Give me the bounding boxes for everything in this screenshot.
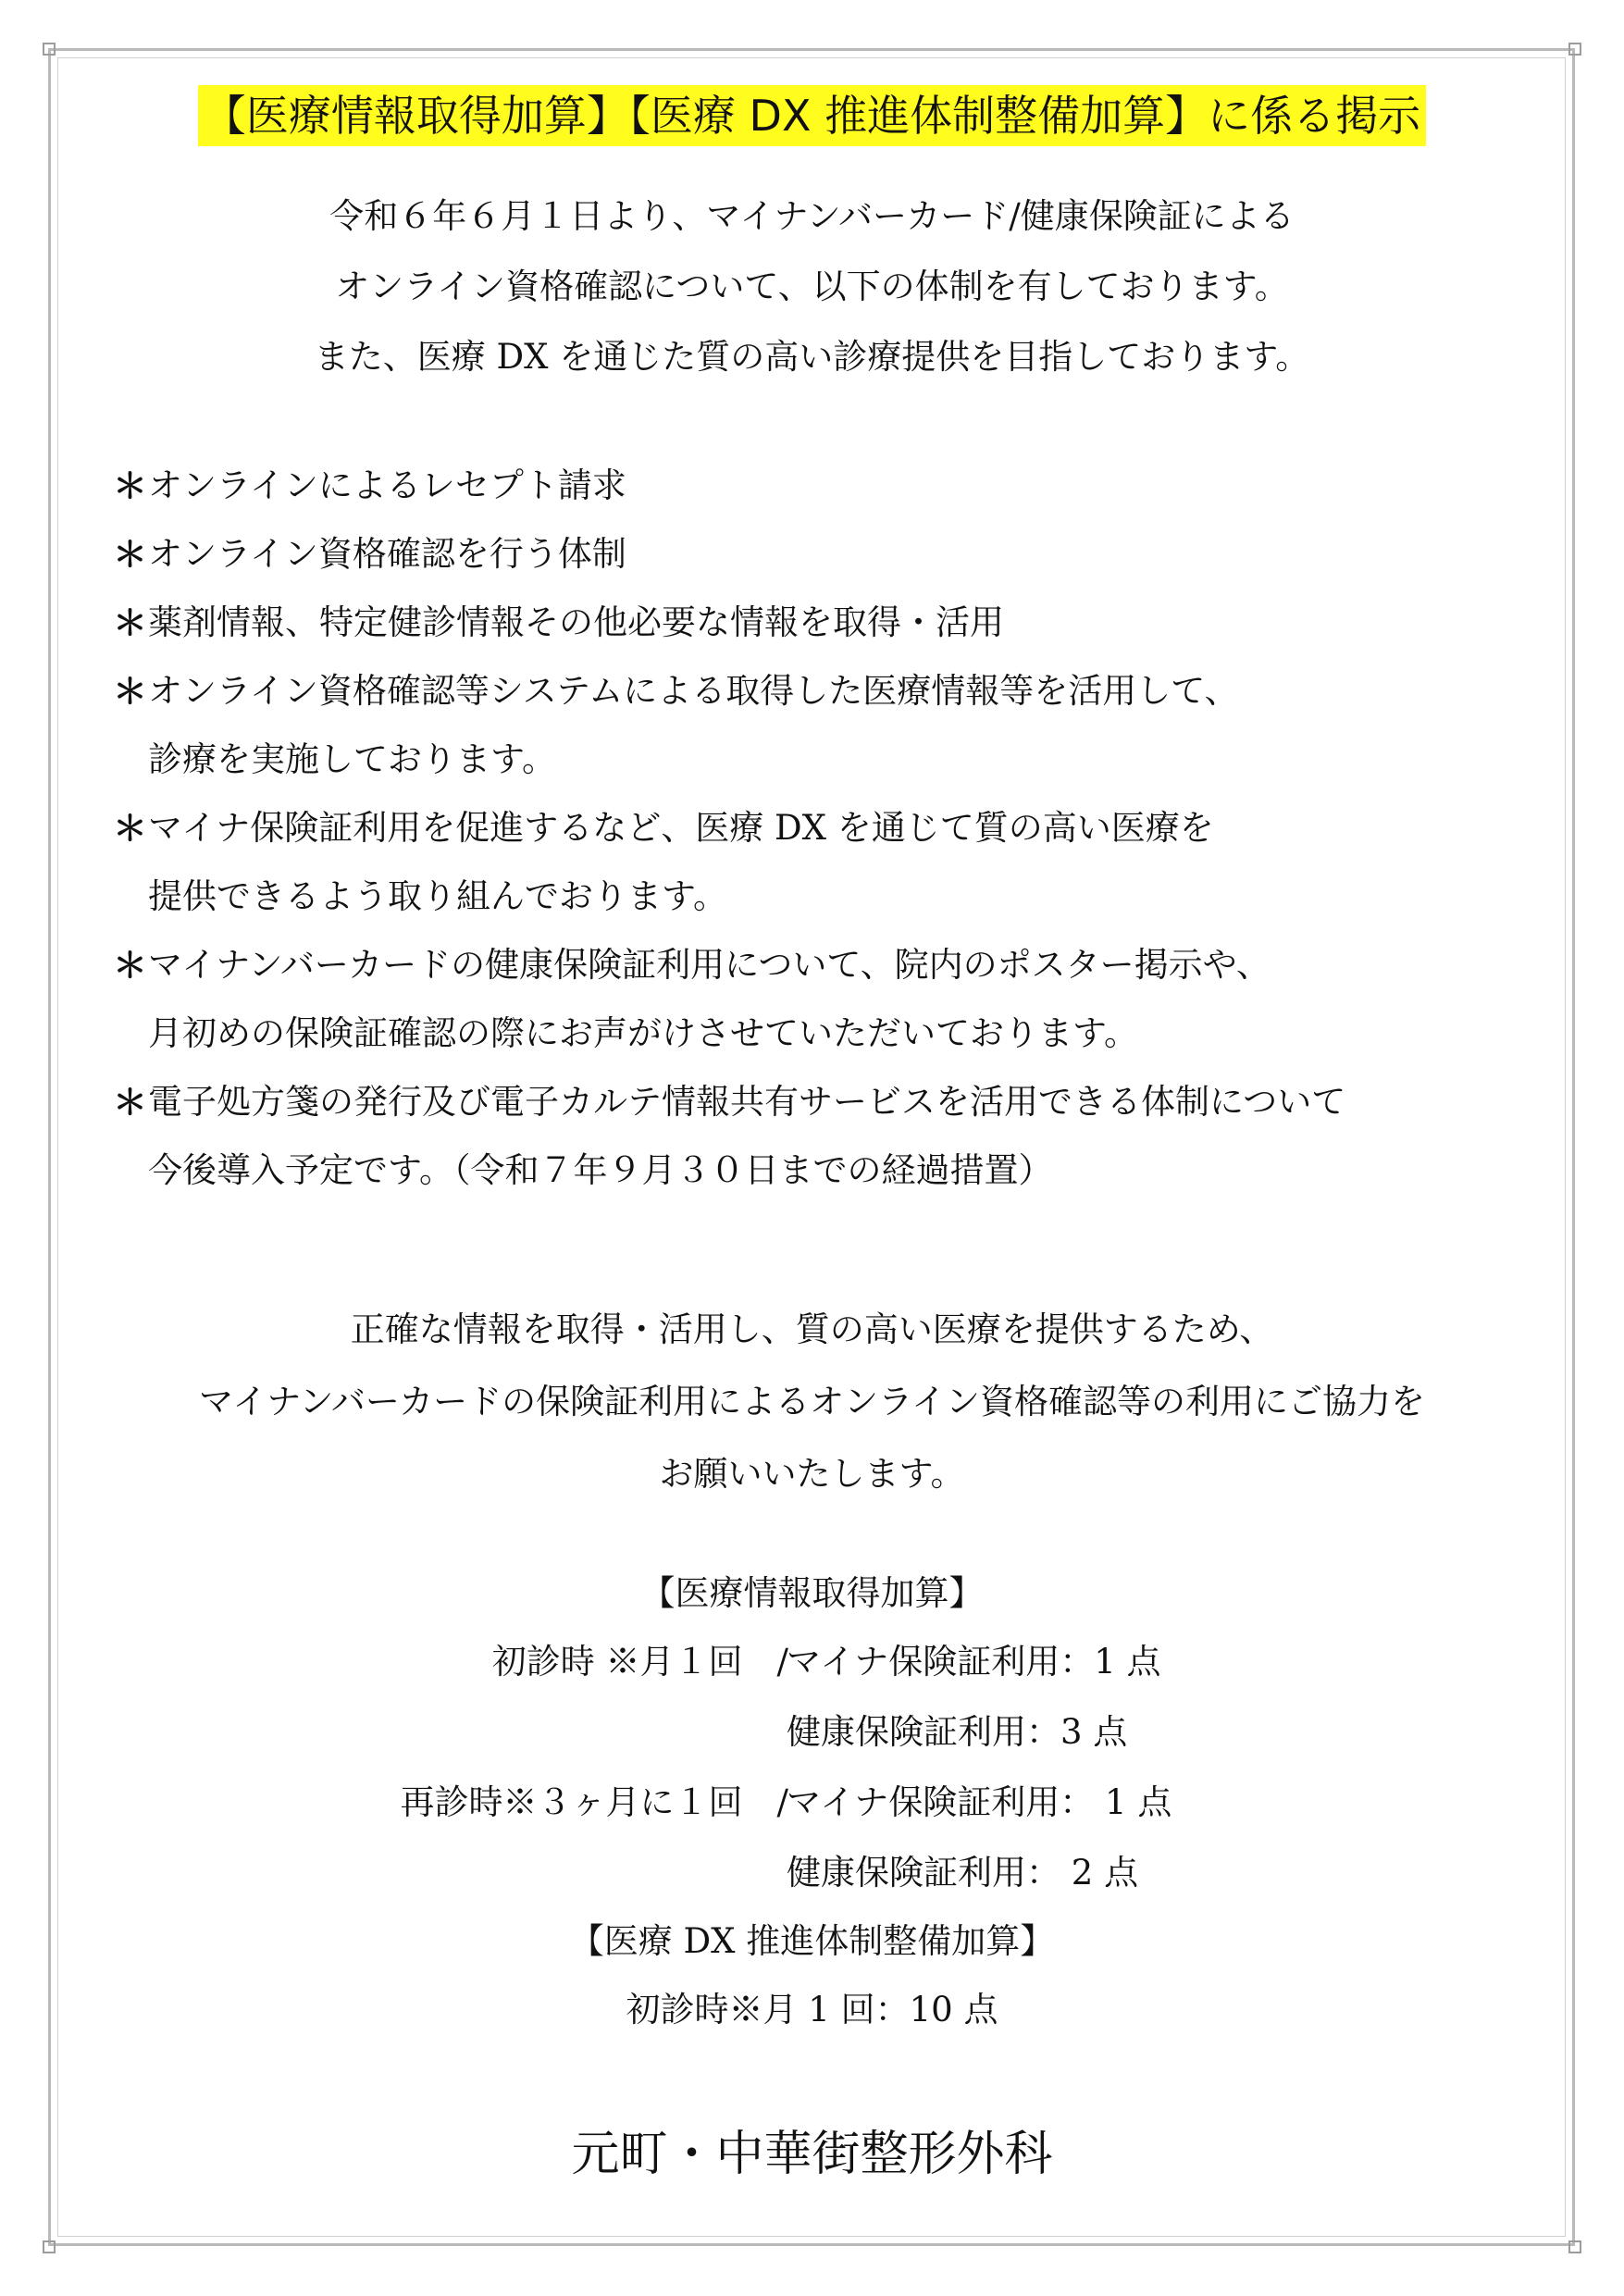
asterisk-bullet-icon: ＊ xyxy=(113,671,147,712)
closing-line: 正確な情報を取得・活用し、質の高い医療を提供するため、 xyxy=(350,1309,1274,1349)
closing-line: お願いいたします。 xyxy=(659,1454,965,1494)
notice-title: 【医療情報取得加算】【医療 DX 推進体制整備加算】に係る掲示 xyxy=(198,85,1426,146)
dx-first-visit-fee: 初診時※月 1 回：10 点 xyxy=(626,1990,998,2029)
border-corner-ornament xyxy=(43,43,56,56)
border-corner-ornament xyxy=(1568,43,1581,56)
asterisk-bullet-icon: ＊ xyxy=(113,1082,147,1123)
list-item xyxy=(113,657,1538,794)
list-item xyxy=(113,589,1538,657)
list-item-line: 提供できるよう取り組んでおります。 xyxy=(148,876,728,916)
list-item-line: オンラインによるレセプト請求 xyxy=(148,465,626,505)
dx-fee-heading: 【医療 DX 推進体制整備加算】 xyxy=(569,1921,1055,1961)
first-visit-label: 初診時 ※月１回 / xyxy=(491,1642,788,1682)
asterisk-bullet-icon: ＊ xyxy=(113,534,147,575)
list-item-line: 月初めの保険証確認の際にお声がけさせていただいております。 xyxy=(148,1013,1139,1053)
list-item xyxy=(113,1068,1538,1205)
intro-line: 令和６年６月１日より、マイナンバーカード/健康保険証による xyxy=(329,196,1295,236)
list-item xyxy=(113,520,1538,589)
border-corner-ornament xyxy=(43,2240,56,2253)
list-item-text xyxy=(148,452,626,520)
list-item-line: 今後導入予定です。（令和７年９月３０日までの経過措置） xyxy=(148,1150,1053,1190)
list-item xyxy=(113,452,1538,520)
intro-line: また、医療 DX を通じた質の高い診療提供を目指しております。 xyxy=(314,337,1310,377)
list-item-text xyxy=(148,589,1004,657)
intro-paragraph xyxy=(0,181,1624,392)
list-item-line: マイナ保険証利用を促進するなど、医療 DX を通じて質の高い医療を xyxy=(148,808,1214,848)
list-item-text xyxy=(148,520,626,589)
list-item-line: オンライン資格確認等システムによる取得した医療情報等を活用して、 xyxy=(148,671,1239,711)
revisit-mynumber-fee: マイナ保険証利用： 1 点 xyxy=(787,1782,1172,1822)
first-visit-mynumber-fee: マイナ保険証利用：1 点 xyxy=(787,1642,1161,1682)
list-item-line: 診療を実施しております。 xyxy=(148,739,557,779)
asterisk-bullet-icon: ＊ xyxy=(113,945,147,986)
system-list xyxy=(113,452,1538,1205)
first-visit-insurance-fee: 健康保険証利用：3 点 xyxy=(787,1712,1128,1752)
list-item-text xyxy=(148,1068,1345,1205)
list-item xyxy=(113,794,1538,931)
list-item-line: オンライン資格確認を行う体制 xyxy=(148,534,626,574)
title-block xyxy=(0,85,1624,146)
asterisk-bullet-icon: ＊ xyxy=(113,808,147,849)
info-fee-heading: 【医療情報取得加算】 xyxy=(640,1573,984,1613)
list-item-line: 薬剤情報、特定健診情報その他必要な情報を取得・活用 xyxy=(148,602,1004,642)
asterisk-bullet-icon: ＊ xyxy=(113,602,147,643)
border-corner-ornament xyxy=(1568,2240,1581,2253)
list-item-text xyxy=(148,794,1214,931)
revisit-label: 再診時※３ヶ月に１回 / xyxy=(400,1782,788,1822)
list-item-line: 電子処方箋の発行及び電子カルテ情報共有サービスを活用できる体制について xyxy=(148,1082,1346,1122)
closing-line: マイナンバーカードの保険証利用によるオンライン資格確認等の利用にご協力を xyxy=(199,1382,1425,1421)
list-item-text xyxy=(148,657,1238,794)
revisit-insurance-fee: 健康保険証利用： 2 点 xyxy=(787,1853,1139,1893)
list-item-text xyxy=(148,931,1271,1068)
asterisk-bullet-icon: ＊ xyxy=(113,465,147,506)
closing-paragraph xyxy=(0,1294,1624,1510)
clinic-name: 元町・中華街整形外科 xyxy=(571,2127,1053,2182)
list-item xyxy=(113,931,1538,1068)
intro-line: オンライン資格確認について、以下の体制を有しております。 xyxy=(335,267,1289,306)
list-item-line: マイナンバーカードの健康保険証利用について、院内のポスター掲示や、 xyxy=(148,945,1271,985)
